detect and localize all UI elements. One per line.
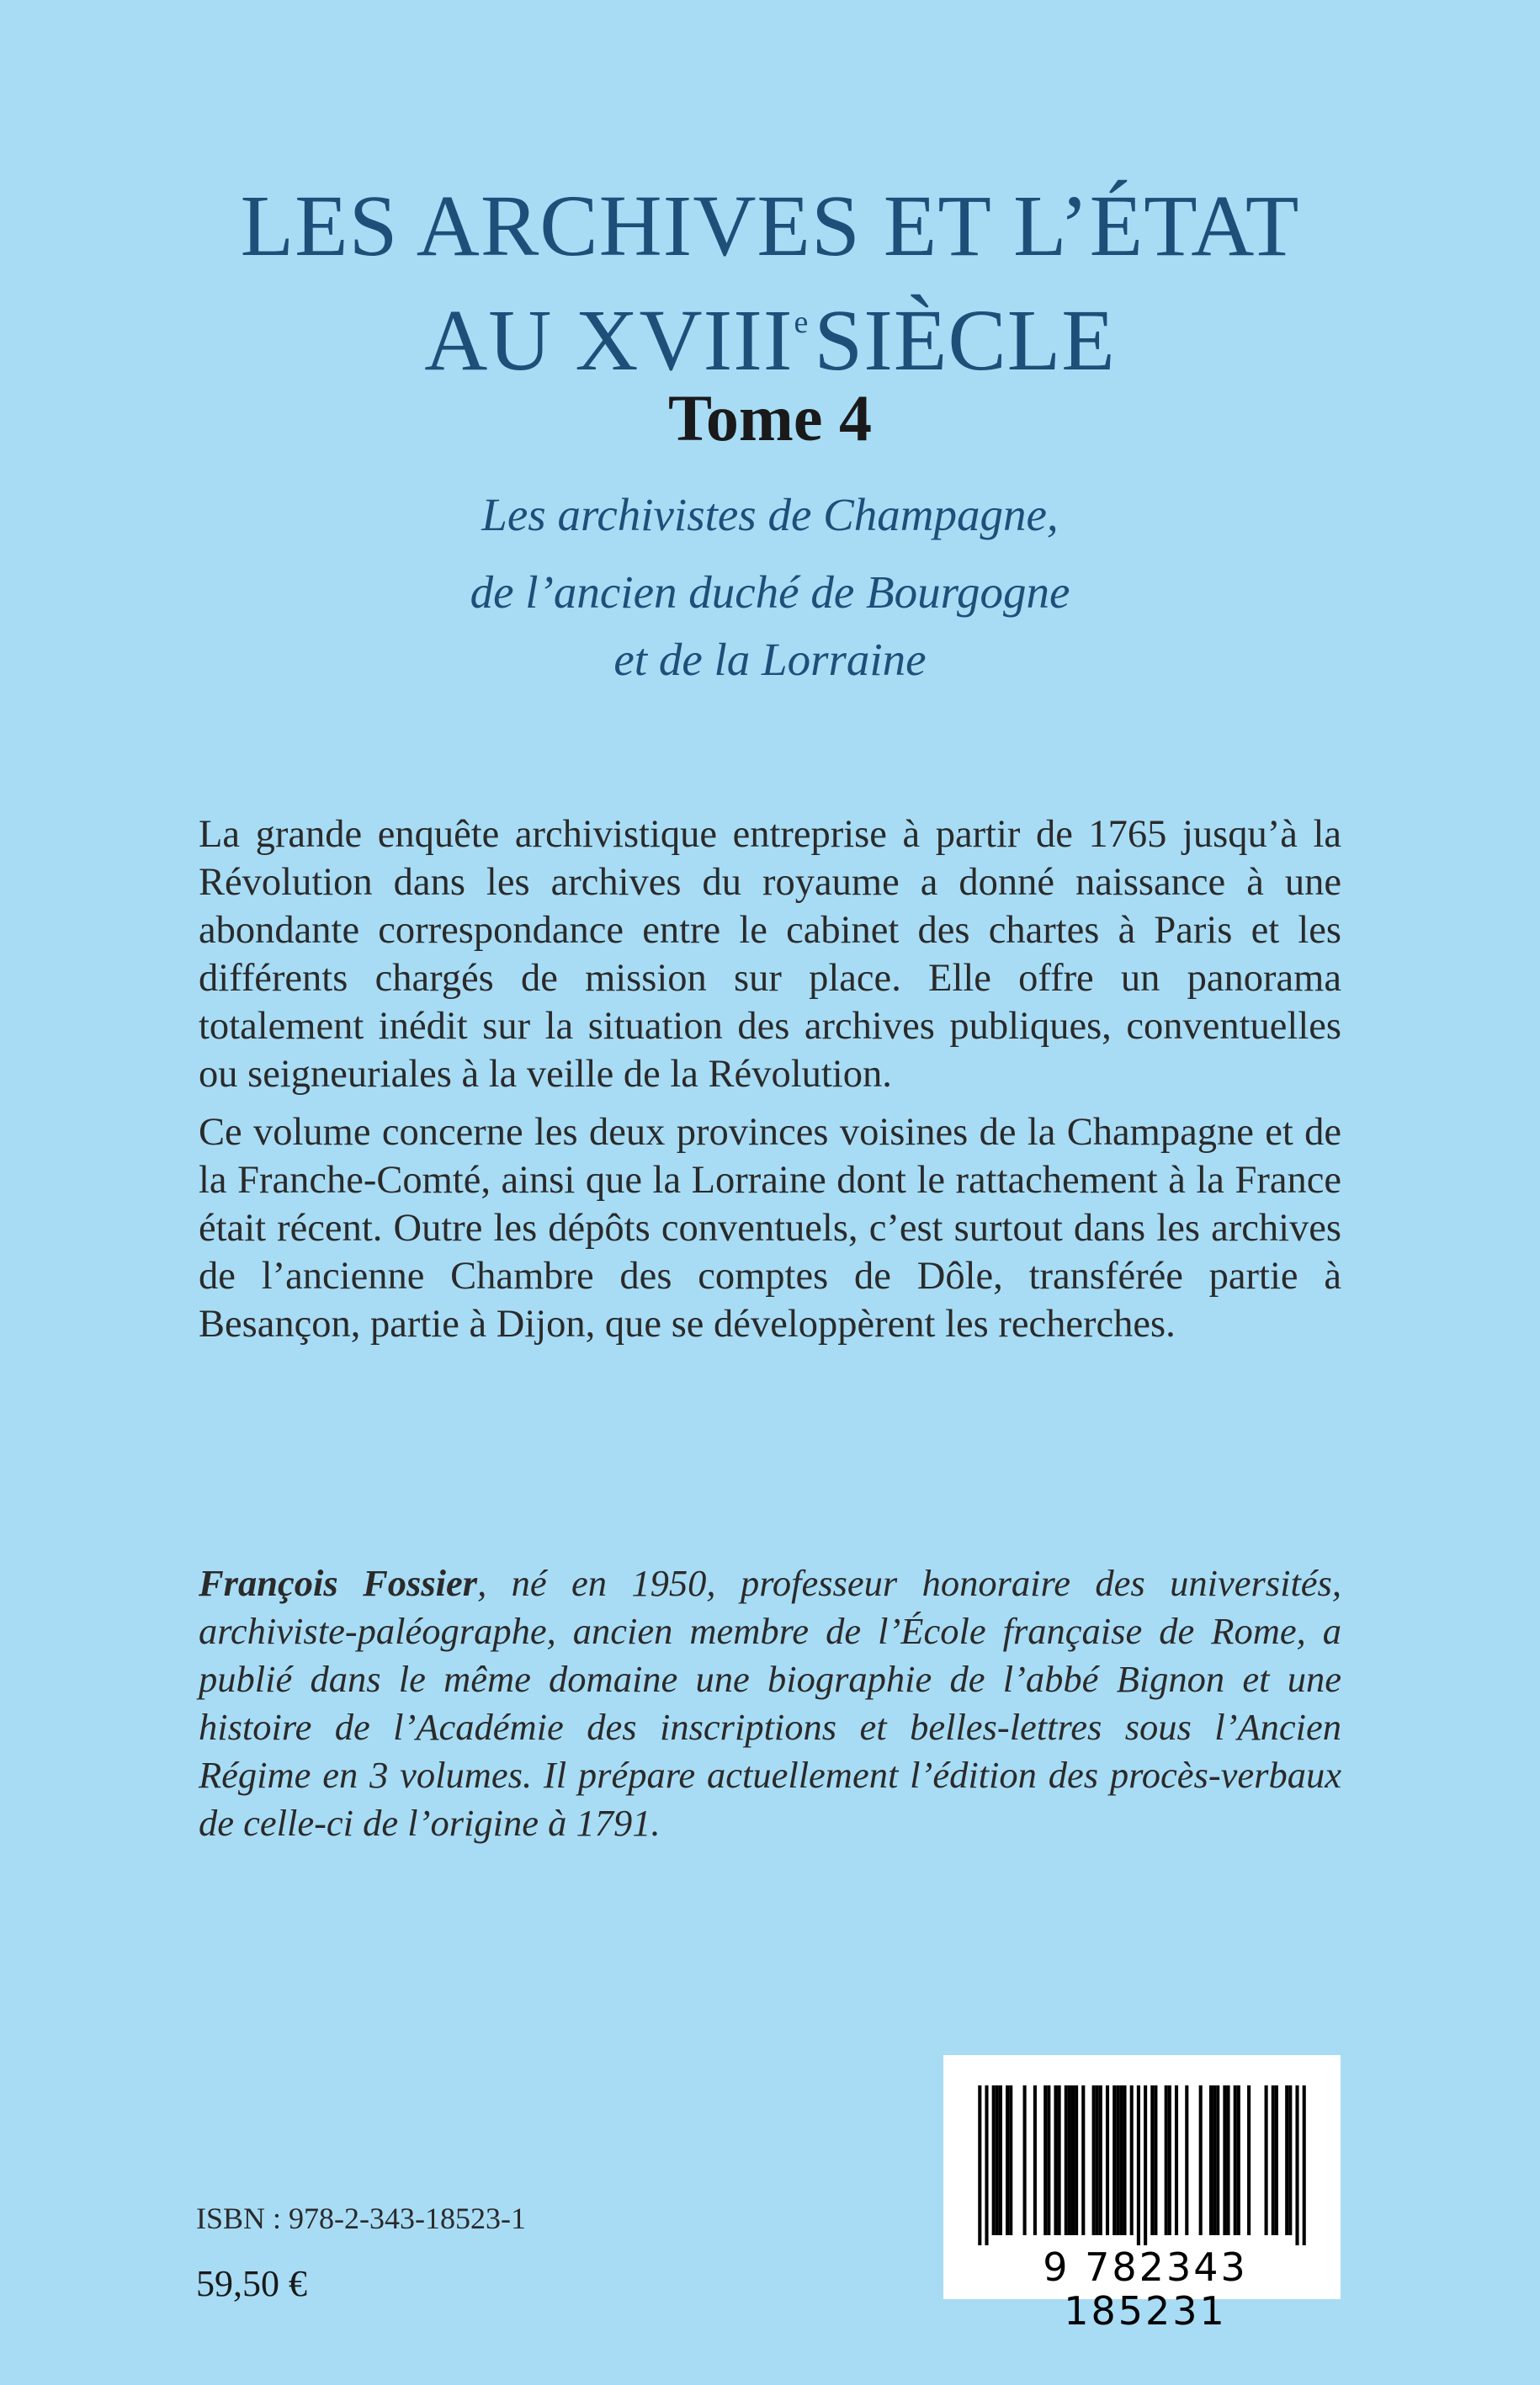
barcode-bar [999, 2085, 1002, 2235]
barcode-bar [1234, 2085, 1237, 2235]
subtitle-line-3: et de la Lorraine [613, 634, 927, 685]
author-biography [199, 1559, 1341, 1847]
barcode-bar [1154, 2085, 1157, 2235]
barcode-bar [1043, 2085, 1047, 2235]
barcode-bar [1168, 2085, 1171, 2235]
barcode-bar [1033, 2085, 1037, 2235]
barcode-bar [1065, 2085, 1068, 2235]
barcode-bar [1175, 2085, 1178, 2235]
barcode-bar [1247, 2085, 1251, 2235]
series-title-line-2 [0, 271, 1540, 392]
barcode-bar [1216, 2085, 1219, 2235]
barcode-bar [1285, 2085, 1288, 2235]
barcode-bar [1006, 2085, 1009, 2235]
barcode-bar [1096, 2085, 1099, 2235]
isbn: ISBN : 978-2-343-18523-1 [196, 2202, 526, 2235]
barcode-bar [1303, 2085, 1306, 2245]
barcode-bar [992, 2085, 996, 2235]
barcode-bar [1054, 2085, 1057, 2235]
barcode-bar [1047, 2085, 1050, 2235]
barcode-bar [1199, 2085, 1203, 2235]
barcode-bar [1099, 2085, 1102, 2235]
barcode-bar [1223, 2085, 1226, 2235]
barcode-bar [1058, 2085, 1061, 2235]
barcode-bar [1071, 2085, 1075, 2235]
description-paragraph-2: Ce volume concerne les deux provinces voisines de la Champagne et de la Franche-Comté, ainsi que la Lorraine dont le rattachement à la France était récent. Outre les dépôts conventuels, c’est surtout dans les archives de l’ancienne Chambre des comptes de Dôle, transférée partie à Besançon, partie à Dijon, que se développèrent les recherches. [199, 1111, 1341, 1346]
barcode [943, 2055, 1341, 2334]
barcode-bar [1119, 2085, 1123, 2235]
subtitle-line-1: Les archivistes de Champagne, [481, 489, 1059, 540]
barcode-bar [1226, 2085, 1229, 2235]
barcode-bar [1075, 2085, 1078, 2235]
barcode-bar [1275, 2085, 1278, 2235]
barcode-bar [1106, 2085, 1109, 2235]
barcode-bar [1068, 2085, 1071, 2235]
title-line2-prefix: AU XVIII [424, 292, 794, 389]
title-line2-suffix: SIÈCLE [814, 292, 1116, 389]
barcode-bar [1113, 2085, 1116, 2235]
barcode-bar [1295, 2085, 1298, 2245]
barcode-bar [1185, 2085, 1188, 2235]
barcode-bar [1272, 2085, 1275, 2235]
barcode-bar [985, 2085, 988, 2245]
title-superscript-e: e [794, 305, 810, 340]
author-bio-text: , né en 1950, professeur honoraire des universités, archiviste-paléographe, ancien membre de l’École française de Rome, a publié dans le même domaine une biographie de l’abbé Bignon et une histoire de l’Académie des inscriptions et belles-lettres sous l’Ancien Régime en 3 volumes. Il prépare actuellement l’édition des procès-verbaux de celle-ci de l’origine à 1791. [199, 1562, 1342, 1844]
barcode-bar [1237, 2085, 1240, 2235]
barcode-bar [1288, 2085, 1292, 2235]
barcode-bar [1116, 2085, 1119, 2235]
description-paragraph-1: La grande enquête archivistique entreprise à partir de 1765 jusqu’à la Révolution dans les archives du royaume a donné naissance à une abondante correspondance entre le cabinet des chartes à Paris et les différents chargés de mission sur place. Elle offre un panorama totalement inédit sur la situation des archives publiques, conventuelles ou seigneuriales à la veille de la Révolution. [199, 813, 1341, 1096]
author-name: François Fossier [199, 1562, 478, 1604]
subtitle-line-2: de l’ancien duché de Bourgogne [470, 566, 1070, 618]
barcode-bar [1081, 2085, 1085, 2235]
price: 59,50 € [196, 2263, 307, 2304]
barcode-bar [1144, 2085, 1147, 2245]
barcode-bar [1165, 2085, 1168, 2235]
barcode-digits: 9 782343 185231 [1043, 2244, 1248, 2334]
barcode-bar [1023, 2085, 1027, 2235]
barcode-bar [1123, 2085, 1126, 2235]
barcode-bar [1092, 2085, 1096, 2235]
volume-number: Tome 4 [668, 381, 872, 454]
barcode-bar [1130, 2085, 1134, 2235]
barcode-bars [943, 2055, 1341, 2249]
barcode-bar [996, 2085, 999, 2235]
barcode-bar [1209, 2085, 1213, 2235]
barcode-bar [1137, 2085, 1140, 2245]
barcode-bar [1213, 2085, 1216, 2235]
barcode-bar [1265, 2085, 1268, 2235]
barcode-bar [1009, 2085, 1012, 2235]
barcode-bar [1150, 2085, 1154, 2235]
series-title-line-1: LES ARCHIVES ET L’ÉTAT [240, 178, 1300, 274]
barcode-bar [978, 2085, 981, 2245]
